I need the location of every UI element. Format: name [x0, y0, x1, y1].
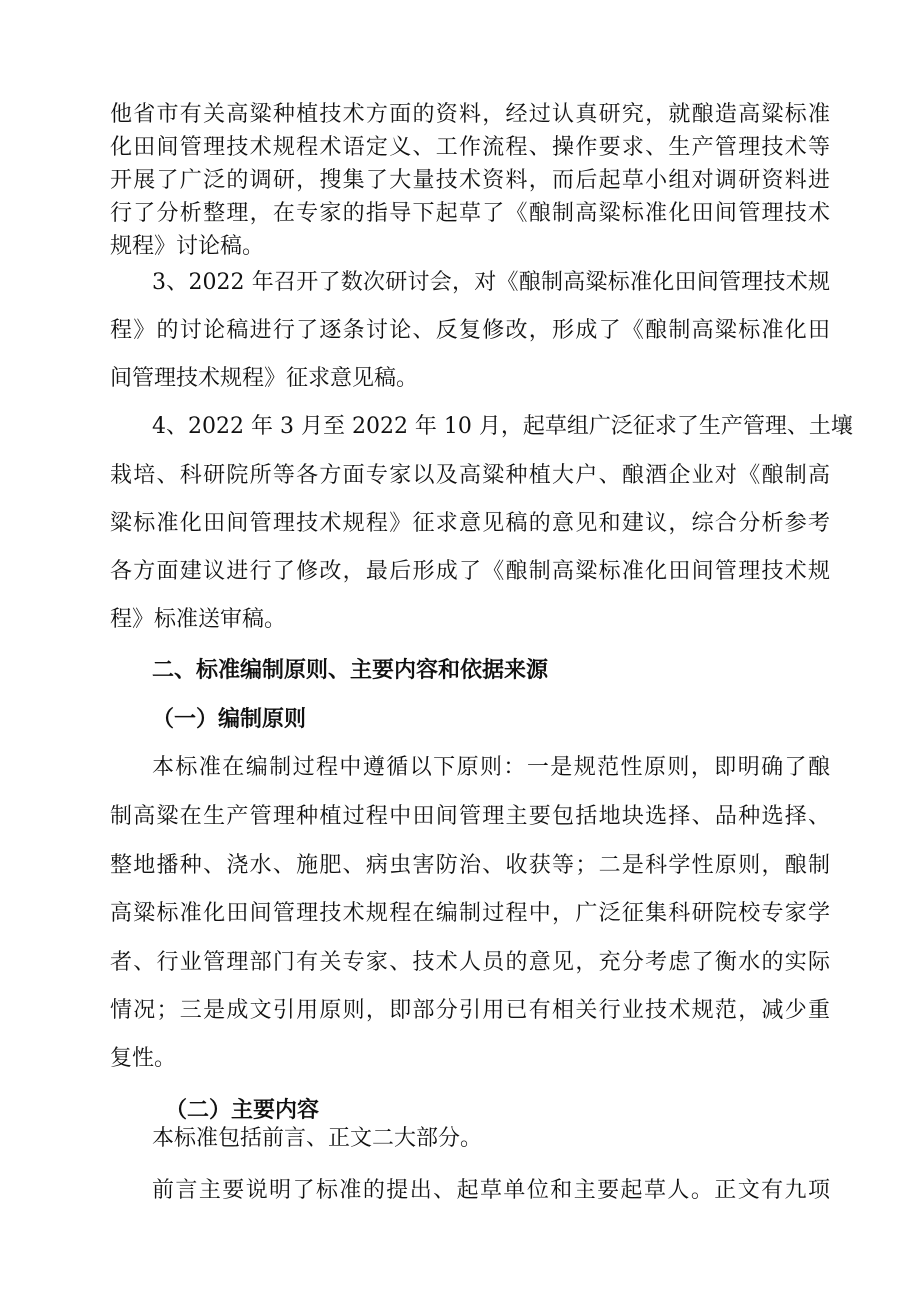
paragraph-line: 栽培、科研院所等各方面专家以及高粱种植大户、酿酒企业对《酿制高	[110, 463, 830, 488]
paragraph-line: 规程》讨论稿。	[110, 234, 265, 259]
paragraph-line: 开展了广泛的调研，搜集了大量技术资料，而后起草小组对调研资料进	[110, 168, 830, 193]
paragraph-line: 行了分析整理，在专家的指导下起草了《酿制高粱标准化田间管理技术	[110, 201, 830, 226]
paragraph-line: 4、2022 年 3 月至 2022 年 10 月，起草组广泛征求了生产管理、土壤	[152, 414, 853, 439]
paragraph-line: 他省市有关高粱种植技术方面的资料，经过认真研究，就酿造高粱标准	[110, 102, 830, 127]
paragraph-line: 情况；三是成文引用原则，即部分引用已有相关行业技术规范，减少重	[110, 998, 830, 1023]
paragraph-line: 整地播种、浇水、施肥、病虫害防治、收获等；二是科学性原则，酿制	[110, 853, 830, 878]
paragraph-line: 前言主要说明了标准的提出、起草单位和主要起草人。正文有九项	[152, 1178, 830, 1203]
subsection-heading: （一）编制原则	[152, 707, 307, 732]
paragraph-line: 复性。	[110, 1046, 177, 1071]
paragraph-line: 粱标准化田间管理技术规程》征求意见稿的意见和建议，综合分析参考	[110, 511, 830, 536]
paragraph-line: 程》的讨论稿进行了逐条讨论、反复修改，形成了《酿制高粱标准化田	[110, 318, 830, 343]
subsection-heading: （二）主要内容	[165, 1098, 320, 1123]
paragraph-line: 间管理技术规程》征求意见稿。	[110, 366, 419, 391]
paragraph-line: 高粱标准化田间管理技术规程在编制过程中，广泛征集科研院校专家学	[110, 901, 830, 926]
paragraph-line: 本标准包括前言、正文二大部分。	[152, 1126, 483, 1151]
paragraph-line: 程》标准送审稿。	[110, 607, 287, 632]
paragraph-line: 3、2022 年召开了数次研讨会，对《酿制高粱标准化田间管理技术规	[152, 270, 830, 295]
paragraph-line: 制高粱在生产管理种植过程中田间管理主要包括地块选择、品种选择、	[110, 804, 830, 829]
paragraph-line: 化田间管理技术规程术语定义、工作流程、操作要求、生产管理技术等	[110, 135, 830, 160]
paragraph-line: 者、行业管理部门有关专家、技术人员的意见，充分考虑了衡水的实际	[110, 950, 830, 975]
paragraph-line: 各方面建议进行了修改，最后形成了《酿制高粱标准化田间管理技术规	[110, 559, 830, 584]
paragraph-line: 本标准在编制过程中遵循以下原则：一是规范性原则，即明确了酿	[152, 755, 830, 780]
section-heading: 二、标准编制原则、主要内容和依据来源	[152, 658, 549, 683]
